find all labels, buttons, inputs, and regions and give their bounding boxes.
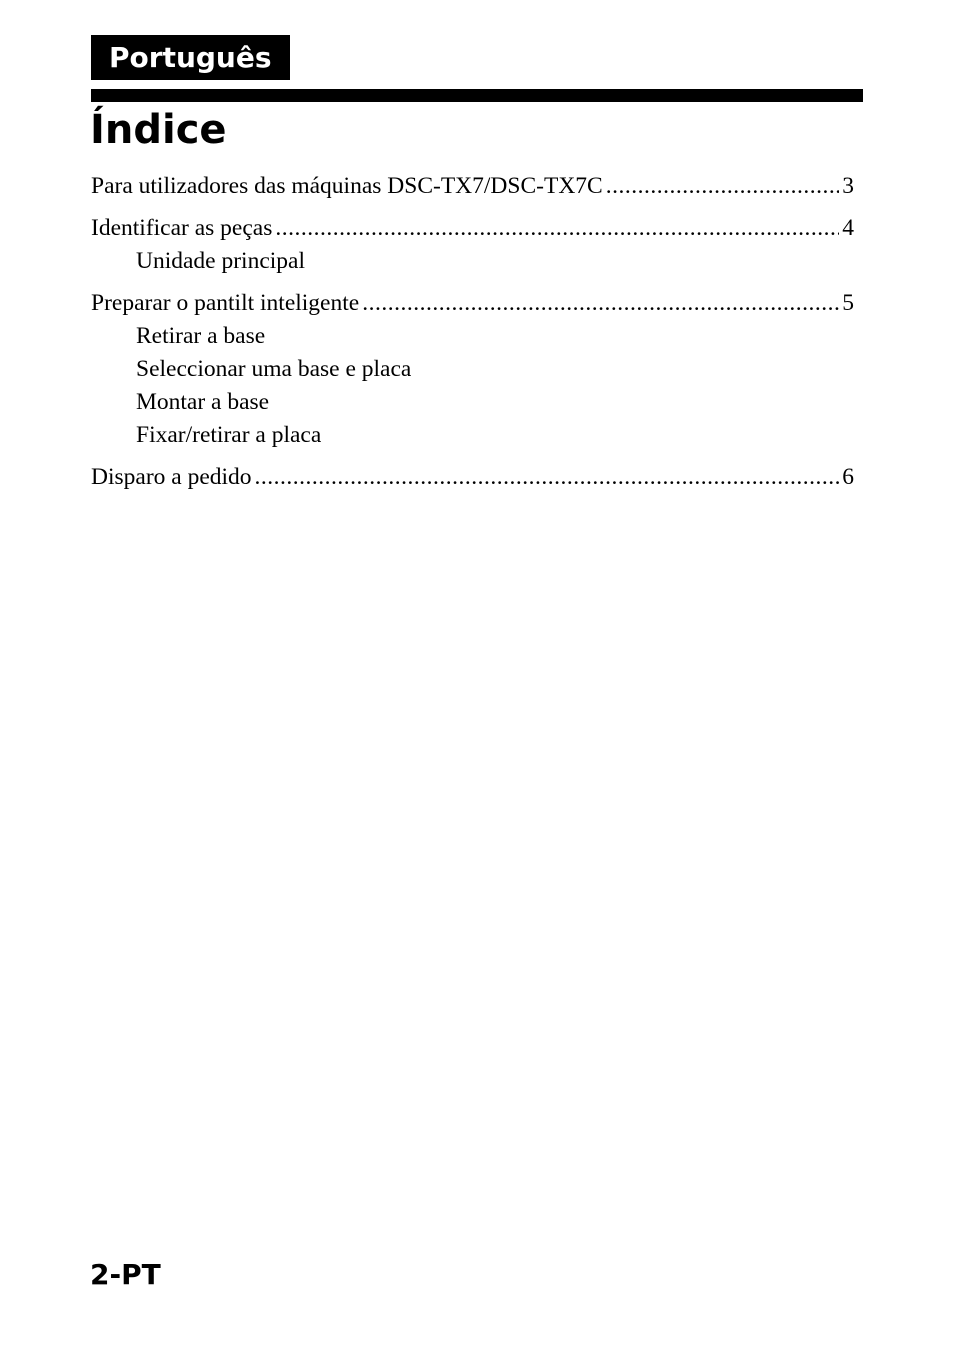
toc-subitem-seleccionar-base-placa[interactable]: Seleccionar uma base e placa [136, 356, 412, 382]
toc-entry-para-utilizadores[interactable] [91, 170, 854, 203]
dot-leader [362, 287, 839, 320]
dot-leader [275, 212, 839, 245]
toc-entry-preparar-pantilt[interactable] [91, 287, 854, 320]
toc-entry-label: Preparar o pantilt inteligente [91, 290, 360, 316]
toc-page-number: 4 [842, 215, 854, 241]
header-rule [91, 89, 863, 102]
dot-leader [255, 461, 840, 494]
toc-entry-label: Para utilizadores das máquinas DSC-TX7/DSC-TX7C [91, 173, 603, 199]
toc-subitem-retirar-base[interactable]: Retirar a base [136, 323, 266, 349]
toc-page-number: 5 [842, 290, 854, 316]
toc-entry-label: Identificar as peças [91, 215, 273, 241]
table-of-contents [91, 170, 854, 494]
toc-entry-identificar-pecas[interactable] [91, 212, 854, 245]
toc-subitem-fixar-retirar-placa[interactable]: Fixar/retirar a placa [136, 422, 322, 448]
toc-entry-label: Disparo a pedido [91, 464, 252, 490]
page-title: Índice [90, 107, 227, 153]
toc-subitem-montar-base[interactable]: Montar a base [136, 389, 270, 415]
toc-subitem-unidade-principal[interactable]: Unidade principal [136, 248, 306, 274]
page-number: 2-PT [90, 1258, 161, 1291]
toc-page-number: 6 [842, 464, 854, 490]
dot-leader [606, 170, 840, 203]
toc-entry-disparo-pedido[interactable] [91, 461, 854, 494]
toc-page-number: 3 [842, 173, 854, 199]
language-label: Português [91, 35, 290, 80]
